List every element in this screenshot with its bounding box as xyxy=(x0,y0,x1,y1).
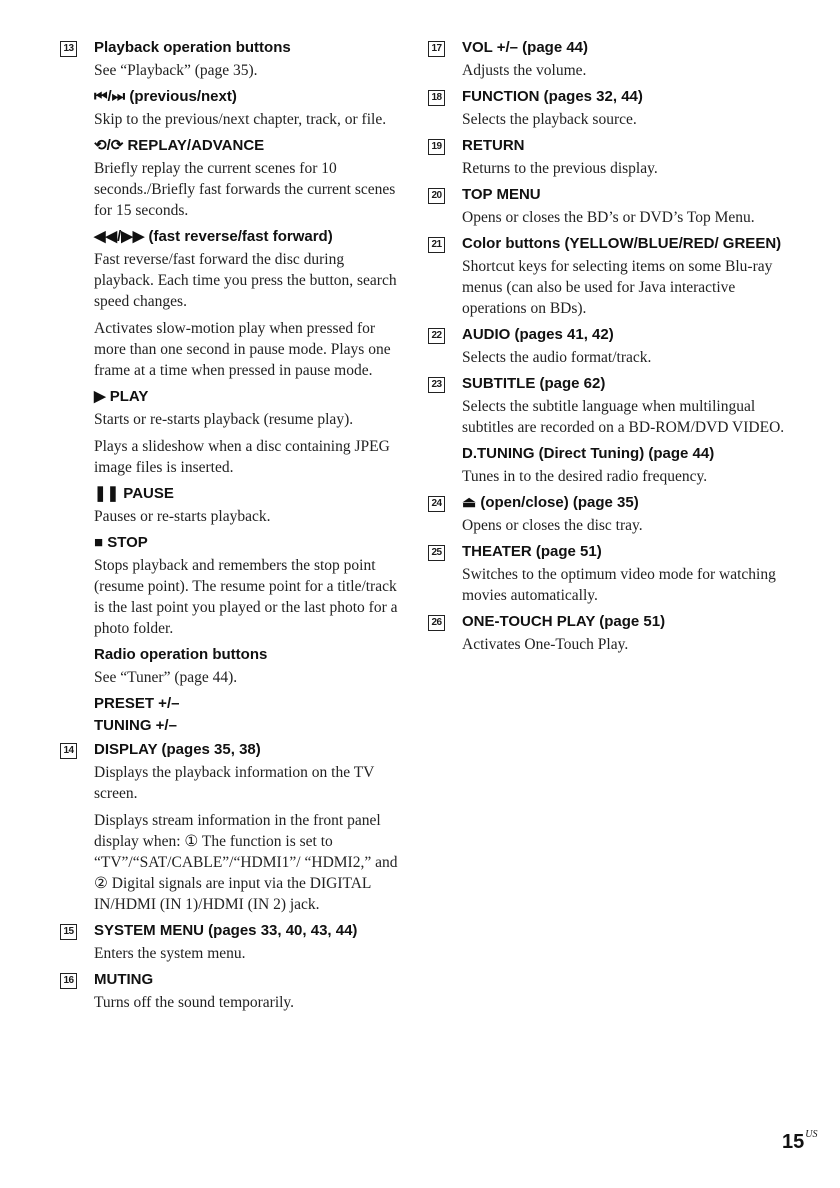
radio-operation-text: See “Tuner” (page 44). xyxy=(94,669,238,686)
item-14-display xyxy=(60,740,400,915)
item-number-badge: 18 xyxy=(428,90,445,106)
item-text: Displays stream information in the front panel display when: ① The function is set to “TV”/“SAT/CABLE”/“HDMI1”/ “HDMI2,” and ② Digital signals are input via the DIGITAL IN/HDMI (IN 1)/HDMI (IN 2) jack. xyxy=(94,812,398,913)
item-18-function xyxy=(428,87,788,130)
stop-heading: ■ STOP xyxy=(94,534,148,551)
item-21-color-buttons xyxy=(428,234,788,319)
item-text: Switches to the optimum video mode for watching movies automatically. xyxy=(462,566,776,604)
item-number-badge: 16 xyxy=(60,973,77,989)
item-number-badge: 26 xyxy=(428,615,445,631)
item-20-top-menu xyxy=(428,185,788,228)
item-heading: Playback operation buttons xyxy=(94,39,291,56)
item-text: Selects the audio format/track. xyxy=(462,349,652,366)
pause-text: Pauses or re-starts playback. xyxy=(94,508,271,525)
item-heading: MUTING xyxy=(94,971,154,988)
item-19-return xyxy=(428,136,788,179)
item-number-badge: 23 xyxy=(428,377,445,393)
item-15-system-menu xyxy=(60,921,400,964)
right-column xyxy=(428,38,788,661)
item-text: Activates One-Touch Play. xyxy=(462,636,629,653)
item-number-badge: 13 xyxy=(60,41,77,57)
left-column xyxy=(60,38,400,1019)
item-heading: RETURN xyxy=(462,137,525,154)
item-number-badge: 20 xyxy=(428,188,445,204)
play-heading: ▶ PLAY xyxy=(94,388,149,405)
item-heading: ONE-TOUCH PLAY (page 51) xyxy=(462,613,666,630)
replay-advance-text: Briefly replay the current scenes for 10 seconds./Briefly fast forwards the current scenes for 15 seconds. xyxy=(94,160,396,219)
prev-next-text: Skip to the previous/next chapter, track, or file. xyxy=(94,111,387,128)
item-heading: VOL +/– (page 44) xyxy=(462,39,589,56)
item-text: Returns to the previous display. xyxy=(462,160,658,177)
fast-reverse-forward-heading: ◀◀/▶▶ (fast reverse/fast forward) xyxy=(94,228,333,245)
radio-operation-heading: Radio operation buttons xyxy=(94,646,268,663)
d-tuning-heading: D.TUNING (Direct Tuning) (page 44) xyxy=(462,445,715,462)
item-text: Selects the playback source. xyxy=(462,111,637,128)
item-number-badge: 17 xyxy=(428,41,445,57)
item-heading: AUDIO (pages 41, 42) xyxy=(462,326,614,343)
item-heading: Color buttons (YELLOW/BLUE/RED/ GREEN) xyxy=(462,235,782,252)
d-tuning-text: Tunes in to the desired radio frequency. xyxy=(462,468,708,485)
item-13-playback-operation xyxy=(60,38,400,736)
slow-motion-text: Activates slow-motion play when pressed for more than one second in pause mode. Plays one frame at a time when pressed in pause mode. xyxy=(94,320,391,379)
item-16-muting xyxy=(60,970,400,1013)
prev-next-heading: ⏮/⏭ (previous/next) xyxy=(94,88,237,105)
page-number-value: 15 xyxy=(782,1131,805,1153)
item-23-subtitle xyxy=(428,374,788,487)
pause-heading: ❚❚ PAUSE xyxy=(94,485,174,502)
item-number-badge: 15 xyxy=(60,924,77,940)
stop-text: Stops playback and remembers the stop point (resume point). The resume point for a title/track is the last point you played or the last photo for a photo folder. xyxy=(94,557,398,637)
page-region-suffix: US xyxy=(805,1129,818,1140)
item-heading: SYSTEM MENU (pages 33, 40, 43, 44) xyxy=(94,922,358,939)
item-text: Opens or closes the BD’s or DVD’s Top Menu. xyxy=(462,209,755,226)
item-number-badge: 25 xyxy=(428,545,445,561)
slideshow-text: Plays a slideshow when a disc containing JPEG image files is inserted. xyxy=(94,438,390,476)
item-24-open-close xyxy=(428,493,788,536)
item-26-one-touch-play xyxy=(428,612,788,655)
item-number-badge: 22 xyxy=(428,328,445,344)
item-heading: FUNCTION (pages 32, 44) xyxy=(462,88,643,105)
item-text: See “Playback” (page 35). xyxy=(94,62,258,79)
item-text: Enters the system menu. xyxy=(94,945,246,962)
item-22-audio xyxy=(428,325,788,368)
fast-reverse-forward-text: Fast reverse/fast forward the disc during playback. Each time you press the button, search speed changes. xyxy=(94,251,397,310)
play-text: Starts or re-starts playback (resume play). xyxy=(94,411,354,428)
item-heading: ⏏ (open/close) (page 35) xyxy=(462,494,639,511)
item-25-theater xyxy=(428,542,788,606)
item-heading: THEATER (page 51) xyxy=(462,543,602,560)
item-text: Shortcut keys for selecting items on some Blu-ray menus (can also be used for Java interactive operations on BDs). xyxy=(462,258,773,317)
tuning-heading: TUNING +/– xyxy=(94,717,177,734)
item-text: Displays the playback information on the TV screen. xyxy=(94,764,375,802)
item-number-badge: 19 xyxy=(428,139,445,155)
item-text: Opens or closes the disc tray. xyxy=(462,517,643,534)
item-text: Adjusts the volume. xyxy=(462,62,587,79)
item-heading: TOP MENU xyxy=(462,186,541,203)
item-text: Turns off the sound temporarily. xyxy=(94,994,295,1011)
replay-advance-heading: ⟲/⟳ REPLAY/ADVANCE xyxy=(94,137,265,154)
item-text: Selects the subtitle language when multilingual subtitles are recorded on a BD-ROM/DVD VIDEO. xyxy=(462,398,785,436)
item-number-badge: 21 xyxy=(428,237,445,253)
item-number-badge: 14 xyxy=(60,743,77,759)
item-17-vol xyxy=(428,38,788,81)
item-heading: DISPLAY (pages 35, 38) xyxy=(94,741,261,758)
preset-heading: PRESET +/– xyxy=(94,695,180,712)
item-number-badge: 24 xyxy=(428,496,445,512)
item-heading: SUBTITLE (page 62) xyxy=(462,375,606,392)
page-number xyxy=(782,1131,817,1154)
